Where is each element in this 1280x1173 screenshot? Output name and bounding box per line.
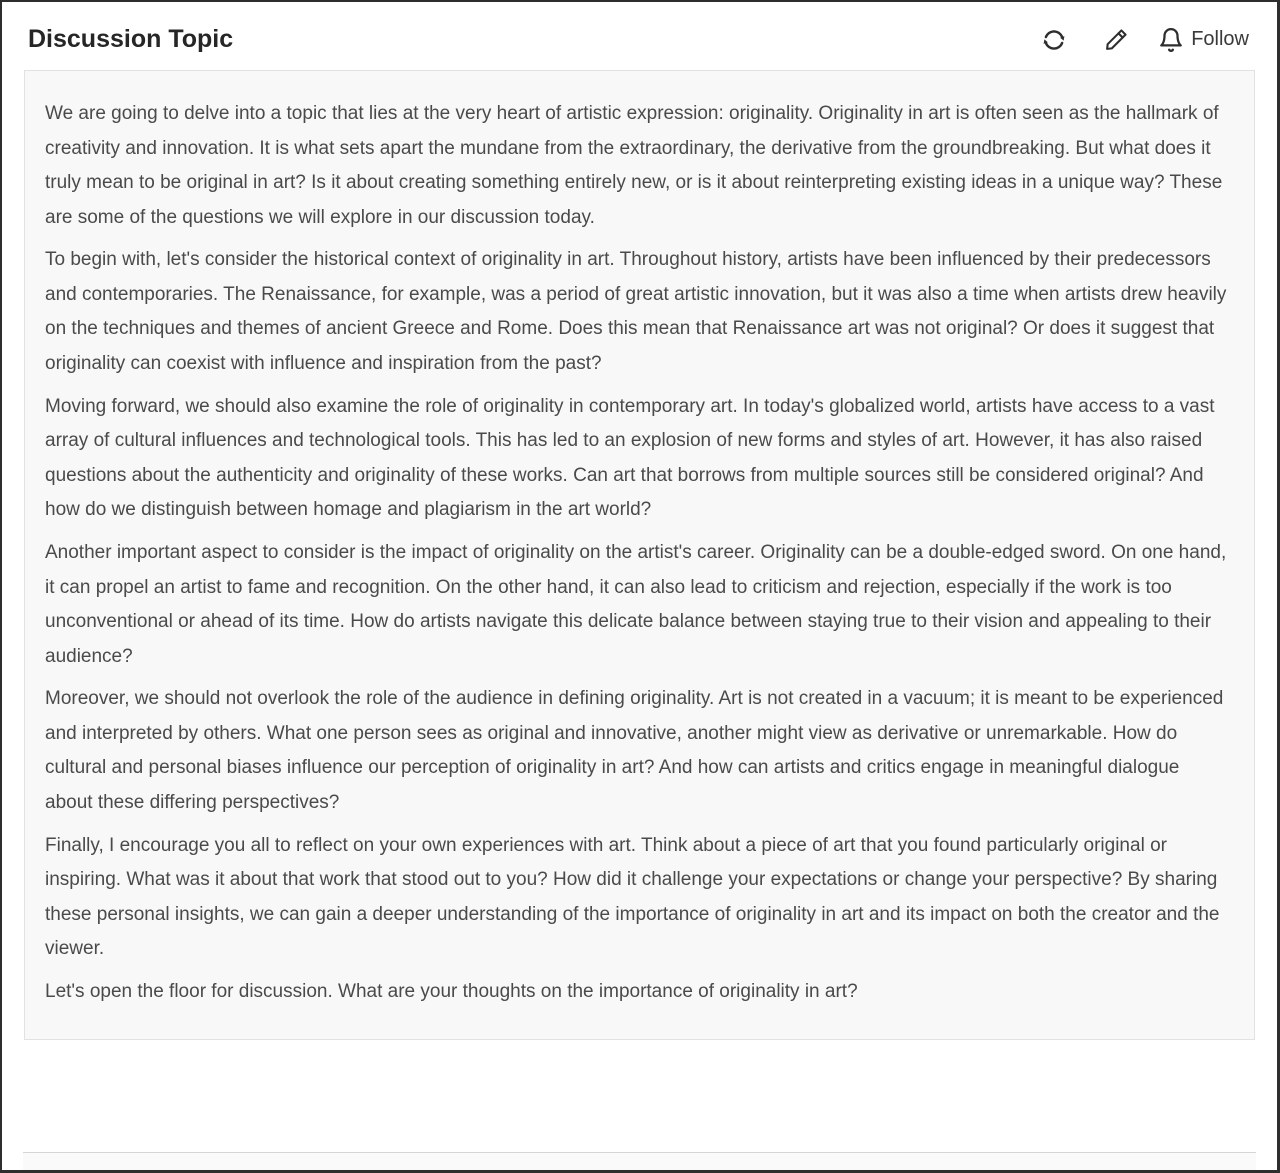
page-title: Discussion Topic (28, 25, 234, 53)
refresh-icon (1041, 27, 1067, 53)
discussion-paragraph: Let's open the floor for discussion. What are your thoughts on the importance of originality in art? (45, 980, 858, 1002)
discussion-paragraph: To begin with, let's consider the historical context of originality in art. Throughout history, artists have been influenced by their predecessors and contemporaries. The Renaissance, for example, was a period of great artistic innovation, but it was also a time when artists drew heavily on the techniques and themes of ancient Greece and Rome. Does this mean that Renaissance art was not original? Or does it suggest that originality can coexist with influence and inspiration from the past? (45, 249, 1227, 375)
follow-label: Follow (1191, 28, 1249, 50)
follow-button[interactable] (1158, 27, 1249, 53)
discussion-paragraph: Another important aspect to consider is the impact of originality on the artist's career. Originality can be a double-edged sword. On one hand, it can propel an artist to fame and recognition. On the other hand, it can also lead to criticism and rejection, especially if the work is too unconventional or ahead of its time. How do artists navigate this delicate balance between staying true to their vision and appealing to their audience? (45, 541, 1227, 667)
bell-icon (1158, 27, 1184, 53)
refresh-button[interactable] (1041, 27, 1067, 53)
discussion-paragraph: Finally, I encourage you all to reflect on your own experiences with art. Think about a piece of art that you found particularly original or inspiring. What was it about that work that stood out to you? How did it challenge your expectations or change your perspective? By sharing these personal insights, we can gain a deeper understanding of the importance of originality in art and its impact on both the creator and the viewer. (45, 834, 1220, 960)
discussion-paragraph: Moreover, we should not overlook the role of the audience in defining originality. Art is not created in a vacuum; it is meant to be experienced and interpreted by others. What one person sees as original and innovative, another might view as derivative or unremarkable. How do cultural and personal biases influence our perception of originality in art? And how can artists and critics engage in meaningful dialogue about these differing perspectives? (45, 688, 1224, 813)
page-header (2, 2, 1277, 70)
header-actions (1041, 27, 1249, 53)
discussion-paragraph: We are going to delve into a topic that lies at the very heart of artistic expression: originality. Originality in art is often seen as the hallmark of creativity and innovation. It is what sets apart the mundane from the extraordinary, the derivative from the groundbreaking. But what does it truly mean to be original in art? Is it about creating something entirely new, or is it about reinterpreting existing ideas in a unique way? These are some of the questions we will explore in our discussion today. (45, 103, 1223, 228)
pencil-icon (1104, 27, 1129, 52)
next-section-edge (23, 1152, 1256, 1170)
discussion-paragraph: Moving forward, we should also examine the role of originality in contemporary art. In today's globalized world, artists have access to a vast array of cultural influences and technological tools. This has led to an explosion of new forms and styles of art. However, it has also raised questions about the authenticity and originality of these works. Can art that borrows from multiple sources still be considered original? And how do we distinguish between homage and plagiarism in the art world? (45, 395, 1215, 521)
edit-button[interactable] (1104, 27, 1129, 52)
discussion-message-card (24, 70, 1255, 1040)
